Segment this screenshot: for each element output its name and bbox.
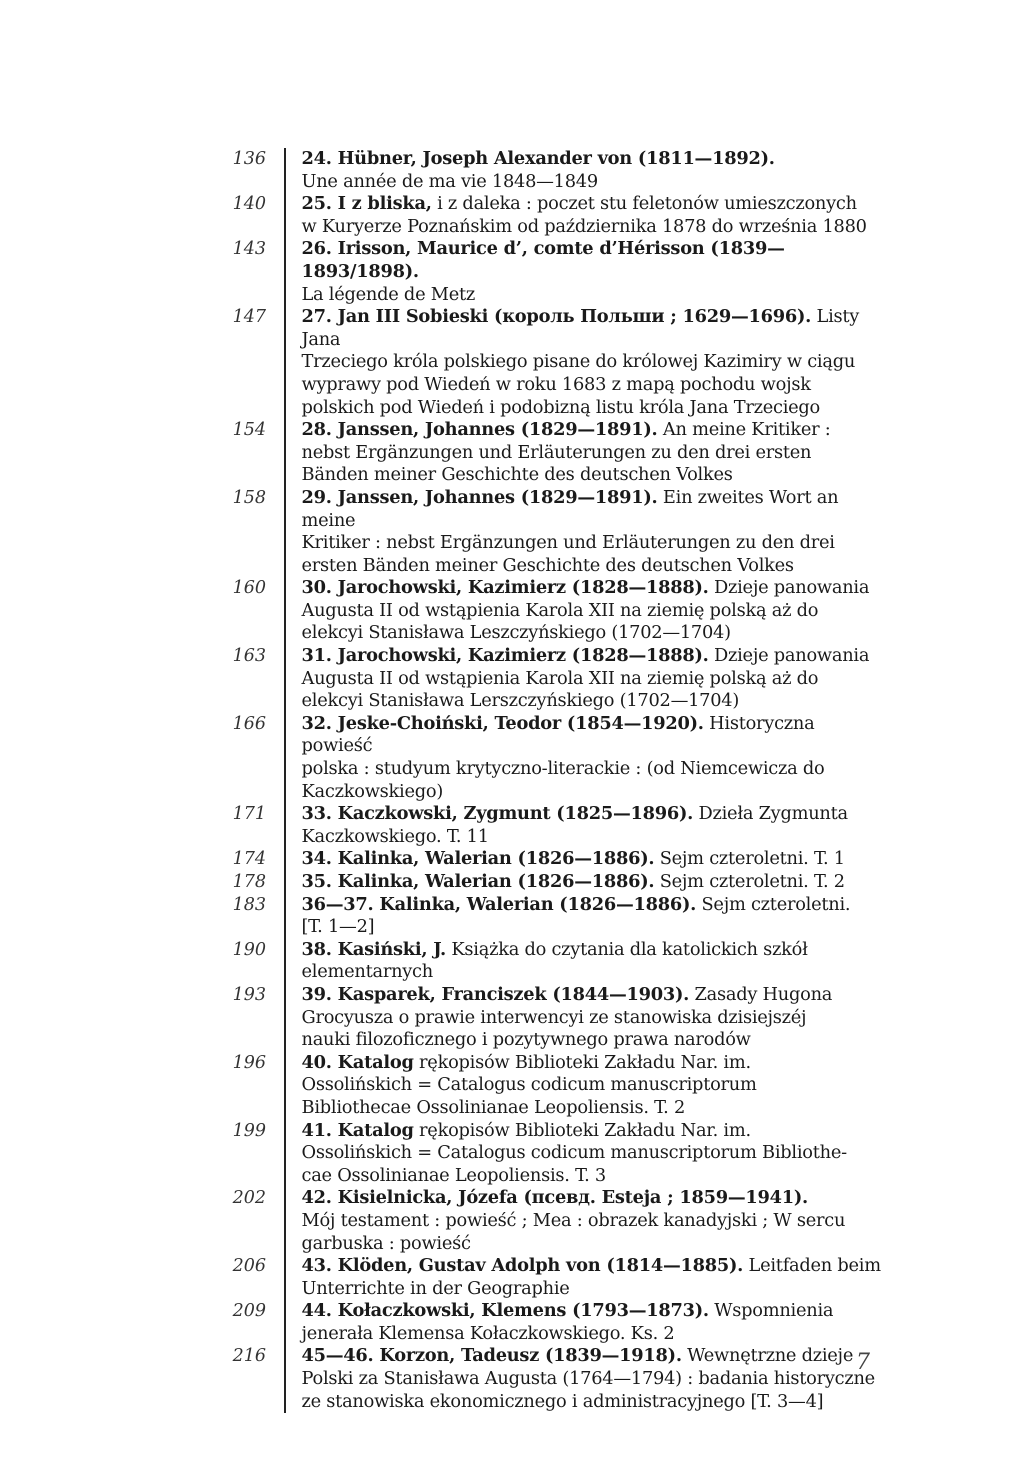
toc-entry — [226, 871, 886, 894]
entry-title-start: Dzieła Zygmunta — [693, 803, 848, 825]
entry-line: Ossolińskich = Catalogus codicum manuscriptorum Bibliothe- — [301, 1142, 847, 1164]
entry-page-number: 136 — [232, 149, 266, 169]
entry-first-line — [302, 1052, 887, 1075]
entry-heading: 38. Kasiński, J. — [301, 938, 446, 960]
toc-entry — [226, 1052, 886, 1120]
page-number: 7 — [856, 1350, 870, 1375]
entry-heading: 43. Klöden, Gustav Adolph von (1814—1885). — [301, 1255, 744, 1277]
entry-heading: 45—46. Korzon, Tadeusz (1839—1918). — [301, 1345, 682, 1367]
entry-text — [302, 148, 887, 193]
entry-line: La légende de Metz — [301, 283, 475, 305]
entry-heading: 27. Jan III Sobieski (король Польши ; 1629—1696). — [301, 306, 812, 328]
entry-first-line — [302, 1300, 887, 1323]
entry-line: Ossolińskich = Catalogus codicum manuscriptorum — [301, 1074, 757, 1096]
toc-entry — [226, 238, 886, 306]
entry-first-line — [302, 1345, 887, 1368]
entry-line: nauki filozoficznego i pozytywnego prawa narodów — [301, 1029, 751, 1051]
entry-line: Bänden meiner Geschichte des deutschen Volkes — [301, 464, 733, 486]
toc-entry — [226, 487, 886, 577]
vertical-rule — [284, 238, 286, 306]
entry-line: Augusta II od wstąpienia Karola XII na ziemię polską aż do — [301, 667, 819, 689]
entry-heading: 31. Jarochowski, Kazimierz (1828—1888). — [301, 645, 709, 667]
entry-title-start: Wewnętrzne dzieje — [681, 1345, 854, 1367]
entry-heading: 41. Katalog — [301, 1119, 414, 1141]
toc-entry — [226, 713, 886, 803]
entry-text — [302, 487, 887, 577]
entry-page-number: 140 — [232, 194, 266, 215]
vertical-rule — [284, 939, 286, 984]
entry-first-line — [302, 939, 887, 962]
entry-line: elekcyi Stanisława Lerszczyńskiego (1702—1704) — [301, 690, 740, 712]
entry-heading: 25. I z bliska, — [301, 193, 432, 215]
entry-line: jenerała Klemensa Kołaczkowskiego. Ks. 2 — [301, 1322, 675, 1344]
entry-text — [302, 1052, 887, 1120]
vertical-rule — [284, 1187, 286, 1255]
entry-line: Mój testament : powieść ; Mea : obrazek kanadyjski ; W sercu — [301, 1209, 846, 1231]
toc-entry — [226, 803, 886, 848]
entry-text — [302, 848, 887, 871]
entry-line: nebst Ergänzungen und Erläuterungen zu den drei ersten — [301, 441, 812, 463]
entry-text — [302, 419, 887, 487]
entry-line: Kritiker : nebst Ergänzungen und Erläuterungen zu den drei — [301, 532, 835, 554]
entry-page-number: 193 — [232, 984, 266, 1005]
entry-page-number: 196 — [232, 1052, 266, 1073]
toc-entry — [226, 645, 886, 713]
entry-first-line — [302, 1255, 887, 1278]
entry-first-line — [302, 577, 887, 600]
entry-title-start: Zasady Hugona — [689, 983, 833, 1005]
entry-text — [302, 238, 887, 306]
entry-heading: 39. Kasparek, Franciszek (1844—1903). — [301, 983, 690, 1005]
entry-page-number: 163 — [232, 646, 266, 667]
entry-title-start: Książka do czytania dla katolickich szkół — [445, 938, 808, 960]
vertical-rule — [284, 1345, 286, 1413]
entry-first-line — [302, 894, 887, 917]
entry-line: elekcyi Stanisława Leszczyńskiego (1702—1704) — [301, 622, 731, 644]
entry-first-line — [302, 848, 887, 871]
entry-page-number: 143 — [232, 239, 266, 260]
entry-heading: 28. Janssen, Johannes (1829—1891). — [301, 419, 658, 441]
entry-title-start: Historyczna powieść — [301, 712, 815, 757]
entry-first-line — [302, 238, 887, 283]
vertical-rule — [284, 577, 286, 645]
entry-page-number: 206 — [232, 1256, 266, 1277]
entry-first-line — [302, 1120, 887, 1143]
toc-entry — [226, 306, 886, 419]
entry-title-start: An meine Kritiker : — [657, 419, 831, 441]
entry-heading: 42. Kisielnicka, Józefa (псевд. Esteja ; 1859—1941). — [301, 1187, 808, 1209]
entry-heading: 24. Hübner, Joseph Alexander von (1811—1892). — [301, 148, 775, 169]
entry-page-number: 178 — [232, 872, 266, 892]
entry-text — [302, 1345, 887, 1413]
entry-text — [302, 306, 887, 419]
toc-entry — [226, 1120, 886, 1188]
entry-title-start: rękopisów Biblioteki Zakładu Nar. im. — [413, 1119, 751, 1141]
toc-entry — [226, 939, 886, 984]
entry-heading: 32. Jeske-Choiński, Teodor (1854—1920). — [301, 712, 704, 734]
entry-first-line — [302, 713, 887, 758]
entry-line: w Kuryerze Poznańskim od października 1878 do września 1880 — [301, 215, 867, 237]
entry-text — [302, 193, 887, 238]
vertical-rule — [284, 803, 286, 848]
entry-heading: 35. Kalinka, Walerian (1826—1886). — [301, 871, 655, 892]
entry-line: [T. 1—2] — [301, 916, 375, 938]
entry-line: wyprawy pod Wiedeń w roku 1683 z mapą pochodu wojsk — [301, 373, 811, 395]
table-of-contents — [226, 148, 886, 1413]
toc-entry — [226, 848, 886, 871]
entry-line: Kaczkowskiego. T. 11 — [301, 825, 489, 847]
entry-line: Bibliothecae Ossolinianae Leopoliensis. T. 2 — [301, 1096, 686, 1118]
entry-line: polskich pod Wiedeń i podobizną listu króla Jana Trzeciego — [301, 396, 820, 418]
entry-line: ersten Bänden meiner Geschichte des deutschen Volkes — [301, 554, 794, 576]
entry-title-start: Sejm czteroletni. T. 2 — [654, 871, 845, 892]
entry-text — [302, 1187, 887, 1255]
entry-title-start: i z daleka : poczet stu feletonów umieszczonych — [431, 193, 857, 215]
entry-title-start: Sejm czteroletni. T. 1 — [654, 848, 845, 870]
entry-line: Polski za Stanisława Augusta (1764—1794) : badania historyczne — [301, 1368, 875, 1390]
entry-heading: 40. Katalog — [301, 1051, 414, 1073]
vertical-rule — [284, 1255, 286, 1300]
toc-entry — [226, 1187, 886, 1255]
entry-heading: 33. Kaczkowski, Zygmunt (1825—1896). — [301, 803, 694, 825]
entry-first-line — [302, 871, 887, 894]
entry-first-line — [302, 306, 887, 351]
entry-page-number: 216 — [232, 1346, 266, 1367]
entry-line: Kaczkowskiego) — [301, 780, 444, 802]
entry-page-number: 199 — [232, 1120, 266, 1141]
entry-text — [302, 871, 887, 894]
entry-title-start: Ein zweites Wort an meine — [301, 486, 839, 531]
toc-entry — [226, 1345, 886, 1413]
entry-first-line — [302, 487, 887, 532]
toc-entry — [226, 577, 886, 645]
entry-text — [302, 577, 887, 645]
entry-text — [302, 1300, 887, 1345]
entry-page-number: 171 — [232, 804, 266, 825]
toc-entry — [226, 193, 886, 238]
entry-first-line — [302, 1187, 887, 1210]
entry-heading: 29. Janssen, Johannes (1829—1891). — [301, 486, 658, 508]
entry-first-line — [302, 419, 887, 442]
entry-line: ze stanowiska ekonomicznego i administracyjnego [T. 3—4] — [301, 1390, 824, 1412]
vertical-rule — [284, 1120, 286, 1188]
toc-entry — [226, 1300, 886, 1345]
entry-page-number: 166 — [232, 713, 266, 734]
entry-text — [302, 803, 887, 848]
toc-entry — [226, 419, 886, 487]
entry-line: Une année de ma vie 1848—1849 — [301, 170, 598, 192]
entry-title-start: Leitfaden beim — [743, 1255, 881, 1277]
vertical-rule — [284, 193, 286, 238]
entry-text — [302, 645, 887, 713]
entry-text — [302, 1120, 887, 1188]
vertical-rule — [284, 848, 286, 871]
entry-page-number: 154 — [232, 420, 266, 441]
vertical-rule — [284, 419, 286, 487]
entry-page-number: 174 — [232, 849, 266, 870]
entry-heading: 26. Irisson, Maurice d’, comte d’Hérisson (1839—1893/1898). — [301, 238, 785, 282]
toc-entry — [226, 148, 886, 193]
entry-title-start: Dzieje panowania — [708, 645, 870, 667]
vertical-rule — [284, 871, 286, 894]
toc-entry — [226, 984, 886, 1052]
entry-first-line — [302, 193, 887, 216]
entry-page-number: 158 — [232, 487, 266, 508]
entry-first-line — [302, 645, 887, 668]
entry-line: garbuska : powieść — [301, 1232, 471, 1254]
vertical-rule — [284, 487, 286, 577]
entry-text — [302, 939, 887, 984]
entry-line: cae Ossolinianae Leopoliensis. T. 3 — [301, 1164, 606, 1186]
vertical-rule — [284, 984, 286, 1052]
entry-first-line — [302, 148, 887, 171]
entry-title-start: Listy Jana — [301, 306, 860, 350]
entry-page-number: 147 — [232, 307, 266, 328]
entry-title-start: Dzieje panowania — [708, 577, 870, 599]
entry-title-start: rękopisów Biblioteki Zakładu Nar. im. — [413, 1051, 751, 1073]
entry-title-start: Sejm czteroletni. — [696, 893, 851, 915]
vertical-rule — [284, 1300, 286, 1345]
toc-entry — [226, 894, 886, 939]
entry-heading: 44. Kołaczkowski, Klemens (1793—1873). — [301, 1300, 709, 1322]
vertical-rule — [284, 894, 286, 939]
entry-page-number: 183 — [232, 894, 266, 915]
entry-text — [302, 984, 887, 1052]
toc-entry — [226, 1255, 886, 1300]
entry-line: Unterrichte in der Geographie — [301, 1277, 570, 1299]
entry-page-number: 209 — [232, 1301, 266, 1322]
entry-page-number: 160 — [232, 578, 266, 599]
entry-line: polska : studyum krytyczno-literackie : (od Niemcewicza do — [301, 758, 825, 780]
entry-line: Grocyusza o prawie interwencyi ze stanowiska dzisiejszéj — [301, 1006, 807, 1028]
vertical-rule — [284, 148, 286, 193]
entry-line: elementarnych — [301, 961, 433, 983]
entry-heading: 36—37. Kalinka, Walerian (1826—1886). — [301, 893, 697, 915]
entry-text — [302, 1255, 887, 1300]
entry-page-number: 202 — [232, 1188, 266, 1209]
entry-first-line — [302, 803, 887, 826]
vertical-rule — [284, 306, 286, 419]
entry-text — [302, 713, 887, 803]
entry-text — [302, 894, 887, 939]
vertical-rule — [284, 645, 286, 713]
entry-line: Trzeciego króla polskiego pisane do królowej Kazimiry w ciągu — [301, 351, 856, 373]
entry-line: Augusta II od wstąpienia Karola XII na ziemię polską aż do — [301, 599, 819, 621]
vertical-rule — [284, 1052, 286, 1120]
entry-page-number: 190 — [232, 939, 266, 960]
entry-title-start: Wspomnienia — [708, 1300, 834, 1322]
vertical-rule — [284, 713, 286, 803]
entry-heading: 30. Jarochowski, Kazimierz (1828—1888). — [301, 577, 709, 599]
entry-first-line — [302, 984, 887, 1007]
entry-heading: 34. Kalinka, Walerian (1826—1886). — [301, 848, 655, 870]
